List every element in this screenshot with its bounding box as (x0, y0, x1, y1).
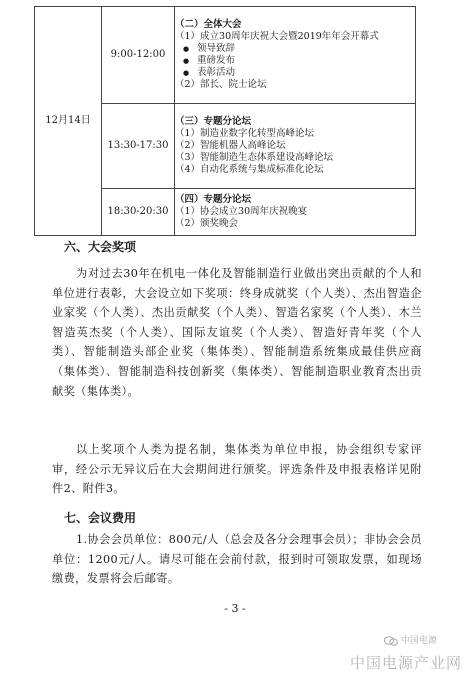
bullet-item: ● 表彰活动 (175, 67, 415, 79)
section-heading-fees: 七、会议费用 (64, 511, 137, 525)
time-cell: 18:30-20:30 (102, 189, 175, 236)
table-row (35, 7, 416, 104)
session-title: （二）全体大会 (175, 19, 242, 30)
schedule-table (34, 6, 416, 236)
session-item: （2）部长、院士论坛 (175, 79, 267, 90)
wechat-icon (384, 636, 398, 646)
session-title: （三）专题分论坛 (175, 116, 252, 127)
section-heading-awards: 六、大会奖项 (64, 240, 137, 254)
time-cell: 9:00-12:00 (102, 7, 175, 104)
session-item: （4）自动化系统与集成标准化论坛 (175, 164, 324, 175)
session-cell (175, 104, 416, 189)
session-item: （1）制造业数字化转型高峰论坛 (175, 128, 315, 139)
watermark-large: 中国电源产业网 (349, 654, 462, 672)
date-cell: 12月14日 (35, 7, 102, 236)
fees-paragraph: 1.协会会员单位：800元/人（总会及各分会理事会员）；非协会会员单位：1200元/人。请尽可能在会前付款，报到时可领取发票，如现场缴费，发票将会后邮寄。 (52, 533, 422, 586)
bullet-item: ● 重磅发布 (175, 55, 415, 67)
session-item: （3）智能制造生态体系建设高峰论坛 (175, 152, 334, 163)
session-item: （2）智能机器人高峰论坛 (175, 140, 286, 151)
session-title: （四）专题分论坛 (175, 194, 252, 205)
awards-paragraph: 为对过去30年在机电一体化及智能制造行业做出突出贡献的个人和单位进行表彰，大会设立如下奖项：终身成就奖（个人类）、杰出智造企业家奖（个人类）、杰出贡献奖（个人类）、智造名家奖（个人类）、木兰智造英杰奖（个人类）、国际友谊奖（个人类）、智造好青年奖（个人类）、智能制造头部企业奖（集体类）、智能制造系统集成最佳供应商（集体类）、智能制造科技创新奖（集体类）、智能制造职业教育杰出贡献奖（集体类）。 (52, 267, 422, 398)
watermark-small-text: 中国电源 (400, 636, 437, 646)
time-cell: 13:30-17:30 (102, 104, 175, 189)
bullet-item: ● 领导致辞 (175, 43, 415, 55)
page-number: - 3 - (224, 602, 246, 615)
session-cell (175, 189, 416, 236)
awards-rules-paragraph: 以上奖项个人类为提名制，集体类为单位申报，协会组织专家评审，经公示无异议后在大会期间进行颁奖。评选条件及申报表格详见附件2、附件3。 (52, 443, 422, 496)
session-item: （2）颁奖晚会 (175, 218, 239, 229)
watermark-small (384, 633, 437, 646)
session-item: （1）成立30周年庆祝大会暨2019年年会开幕式 (175, 31, 379, 42)
session-cell (175, 7, 416, 104)
session-item: （1）协会成立30周年庆祝晚宴 (175, 206, 308, 217)
